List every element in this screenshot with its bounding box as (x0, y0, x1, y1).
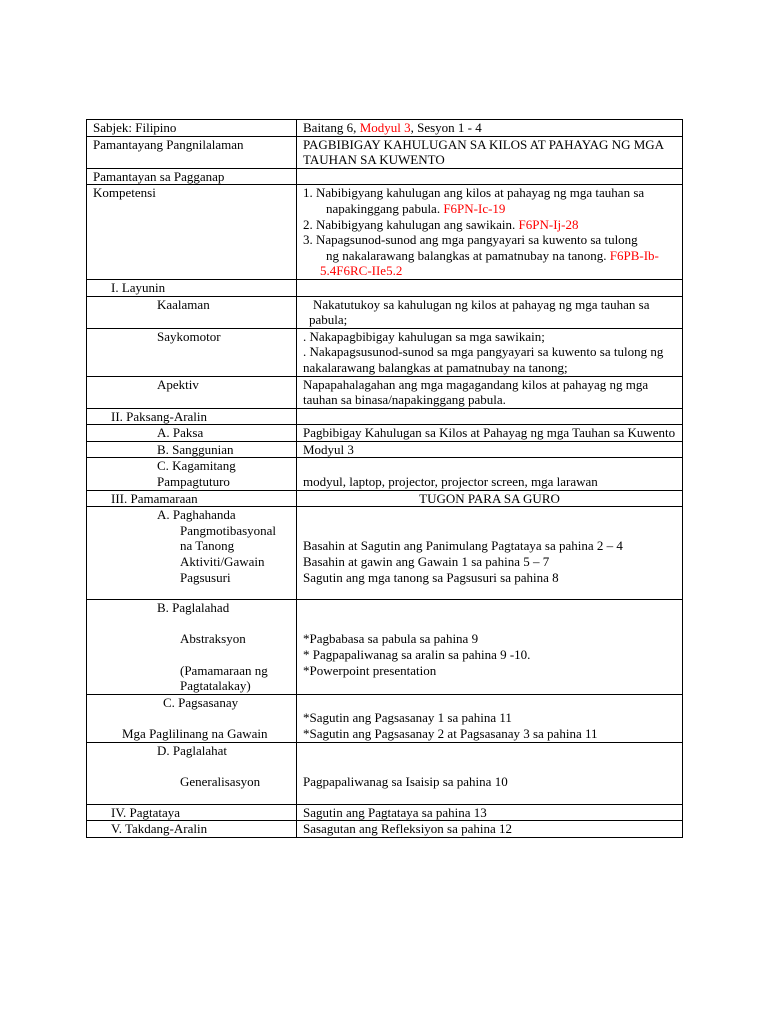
knowledge-label: Kaalaman (87, 296, 297, 328)
competency-item-1-cont: napakinggang pabula. (326, 200, 444, 216)
table-row (87, 376, 683, 408)
table-row (87, 279, 683, 296)
table-row (87, 168, 683, 185)
materials-label (87, 458, 297, 490)
presentation-item-1: *Pagbabasa sa pabula sa pahina 9 (303, 631, 479, 647)
preparation-title: A. Paghahanda (157, 507, 236, 523)
content-standard-label: Pamantayang Pangnilalaman (87, 136, 297, 168)
preparation-item-3: Sagutin ang mga tanong sa Pagsusuri sa pahina 8 (303, 569, 559, 585)
table-row (87, 185, 683, 280)
evaluation-label: IV. Pagtataya (87, 804, 297, 821)
grade-module-session (297, 120, 683, 137)
presentation-value (297, 600, 683, 695)
competency-item-2: 2. Nabibigyang kahulugan ang sawikain. (303, 216, 519, 232)
presentation-sub-2: (Pamamaraan ng (180, 662, 268, 678)
objectives-label: I. Layunin (87, 279, 297, 296)
table-row (87, 120, 683, 137)
presentation-sub-3: Pagtatalakay) (180, 678, 251, 694)
psychomotor-line-2: . Nakapagsusunod-sunod sa mga pangyayari sa kuwento sa tulong ng nakalarawang balangkas at pamatnubay na tanong; (303, 344, 664, 375)
materials-value: modyul, laptop, projector, projector screen, mga larawan (297, 458, 683, 490)
performance-standard-label: Pamantayan sa Pagganap (87, 168, 297, 185)
competency-code-1: F6PN-Ic-19 (443, 200, 506, 216)
preparation-sub-3: Aktiviti/Gawain (180, 554, 265, 570)
table-row (87, 821, 683, 838)
preparation-value (297, 507, 683, 600)
table-row (87, 507, 683, 600)
practice-label (87, 694, 297, 742)
competency-code-3a: F6PB-Ib- (609, 247, 659, 263)
materials-label-line-2: Pampagtuturo (157, 474, 230, 490)
practice-item-2: *Sagutin ang Pagsasanay 2 at Pagsasanay 3 sa pahina 11 (303, 726, 598, 741)
materials-label-line-1: C. Kagamitang (157, 458, 236, 474)
knowledge-line-2: pabula; (309, 312, 348, 328)
subject-label: Sabjek: Filipino (87, 120, 297, 137)
table-row (87, 694, 683, 742)
competency-code-3b: 5.4F6RC-IIe5.2 (320, 263, 403, 279)
topic-label: A. Paksa (87, 425, 297, 442)
affective-value: Napapahalagahan ang mga magagandang kilos at pahayag ng mga tauhan sa binasa/napakinggang pabula. (297, 376, 683, 408)
performance-standard-value (297, 168, 683, 185)
subject-matter-label: II. Paksang-Aralin (87, 408, 297, 425)
table-row (87, 328, 683, 376)
preparation-sub-1: Pangmotibasyonal (180, 522, 277, 538)
presentation-item-3: *Powerpoint presentation (303, 662, 437, 678)
practice-title: C. Pagsasanay (163, 694, 239, 710)
knowledge-line-1: Nakatutukoy sa kahulugan ng kilos at pahayag ng mga tauhan sa (313, 296, 650, 312)
table-row (87, 490, 683, 507)
generalization-title: D. Paglalahat (157, 742, 228, 758)
practice-value (297, 694, 683, 742)
practice-sub: Mga Paglilinang na Gawain (122, 726, 268, 741)
table-row (87, 136, 683, 168)
competency-code-2: F6PN-Ij-28 (518, 216, 579, 232)
table-row (87, 600, 683, 695)
competency-value (297, 185, 683, 280)
generalization-label (87, 742, 297, 804)
reference-value: Modyul 3 (297, 441, 683, 458)
competency-label: Kompetensi (87, 185, 297, 280)
table-row (87, 425, 683, 442)
generalization-sub: Generalisasyon (180, 773, 261, 789)
competency-item-1: 1. Nabibigyang kahulugan ang kilos at pahayag ng mga tauhan sa (303, 185, 645, 201)
topic-value: Pagbibigay Kahulugan sa Kilos at Pahayag ng mga Tauhan sa Kuwento (297, 425, 683, 442)
preparation-item-2: Basahin at gawin ang Gawain 1 sa pahina 5 – 7 (303, 554, 550, 570)
presentation-label (87, 600, 297, 695)
psychomotor-line-1: . Nakapagbibigay kahulugan sa mga sawikain; (303, 328, 545, 344)
assignment-value: Sasagutan ang Refleksiyon sa pahina 12 (297, 821, 683, 838)
table-row (87, 441, 683, 458)
preparation-sub-2: na Tanong (180, 538, 235, 554)
competency-item-3: 3. Napagsunod-sunod ang mga pangyayari sa kuwento sa tulong (303, 232, 638, 248)
competency-item-3-cont: ng nakalarawang balangkas at pamatnubay na tanong. (326, 247, 610, 263)
knowledge-value (297, 296, 683, 328)
reference-label: B. Sanggunian (87, 441, 297, 458)
table-row (87, 408, 683, 425)
preparation-item-1: Basahin at Sagutin ang Panimulang Pagtataya sa pahina 2 – 4 (303, 538, 623, 554)
table-row (87, 458, 683, 490)
grade-text: Baitang 6, (303, 120, 360, 135)
table-row (87, 804, 683, 821)
lesson-plan-table (86, 119, 683, 838)
presentation-title: B. Paglalahad (157, 600, 230, 616)
assignment-label: V. Takdang-Aralin (87, 821, 297, 838)
table-row (87, 742, 683, 804)
generalization-item: Pagpapaliwanag sa Isaisip sa pahina 10 (303, 773, 508, 789)
table-row (87, 296, 683, 328)
preparation-label (87, 507, 297, 600)
procedure-label: III. Pamamaraan (87, 490, 297, 507)
content-standard-value: PAGBIBIGAY KAHULUGAN SA KILOS AT PAHAYAG NG MGA TAUHAN SA KUWENTO (297, 136, 683, 168)
module-text: Modyul 3 (359, 120, 411, 135)
psychomotor-label: Saykomotor (87, 328, 297, 376)
preparation-sub-4: Pagsusuri (180, 569, 231, 585)
presentation-sub-1: Abstraksyon (180, 631, 246, 647)
affective-label: Apektiv (87, 376, 297, 408)
procedure-header: TUGON PARA SA GURO (297, 490, 683, 507)
generalization-value (297, 742, 683, 804)
presentation-item-2: * Pagpapaliwanag sa aralin sa pahina 9 -10. (303, 647, 531, 663)
evaluation-value: Sagutin ang Pagtataya sa pahina 13 (297, 804, 683, 821)
session-text: , Sesyon 1 - 4 (410, 120, 482, 135)
psychomotor-value (297, 328, 683, 376)
practice-item-1: *Sagutin ang Pagsasanay 1 sa pahina 11 (303, 710, 512, 726)
